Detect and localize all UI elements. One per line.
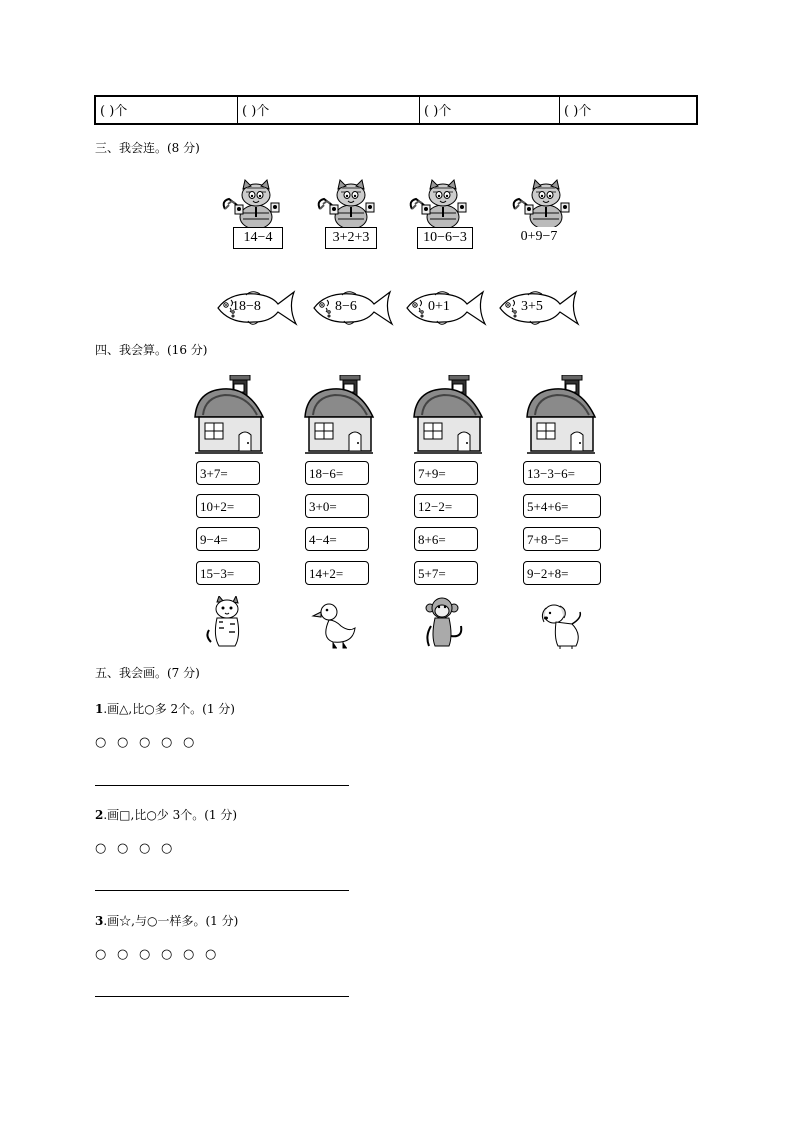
calc-box[interactable]: 3+7=	[196, 461, 260, 485]
cat-expression[interactable]: 3+2+3	[325, 227, 377, 249]
calc-box[interactable]: 15−3=	[196, 561, 260, 585]
circle-row	[95, 947, 227, 962]
cat-icon	[221, 179, 291, 231]
circle-icon: ○	[183, 735, 195, 750]
answer-line[interactable]	[95, 890, 349, 891]
calc-box[interactable]: 18−6=	[305, 461, 369, 485]
house-icon	[525, 375, 597, 455]
calc-box[interactable]: 14+2=	[305, 561, 369, 585]
circle-icon: ○	[117, 841, 129, 856]
circle-icon: ○	[95, 947, 107, 962]
calc-box[interactable]: 9−4=	[196, 527, 260, 551]
circle-icon: ○	[161, 841, 173, 856]
circle-icon: ○	[139, 841, 151, 856]
circle-icon: ○	[117, 947, 129, 962]
answer-row-table	[94, 95, 698, 125]
circle-icon: ○	[95, 735, 107, 750]
calc-box[interactable]: 13−3−6=	[523, 461, 601, 485]
question-text: .画△,比○多 2个。(1 分)	[103, 702, 235, 716]
calc-box[interactable]: 7+9=	[414, 461, 478, 485]
dog-icon	[538, 600, 586, 652]
circle-icon: ○	[139, 735, 151, 750]
answer-cell[interactable]: ( )个	[96, 97, 238, 123]
duck-icon	[311, 598, 359, 650]
calc-box[interactable]: 12−2=	[414, 494, 478, 518]
calc-box[interactable]: 8+6=	[414, 527, 478, 551]
cat-icon	[316, 179, 386, 231]
cat-expression[interactable]: 10−6−3	[417, 227, 473, 249]
circle-icon: ○	[139, 947, 151, 962]
circle-icon: ○	[117, 735, 129, 750]
question-number: 1	[95, 702, 104, 716]
question-1	[95, 700, 235, 717]
circle-icon: ○	[183, 947, 195, 962]
cat-expression[interactable]: 14−4	[233, 227, 283, 249]
circle-icon: ○	[205, 947, 217, 962]
fish-expression[interactable]: 3+5	[521, 299, 543, 314]
fish-expression[interactable]: 8−6	[335, 299, 357, 314]
cat-icon	[511, 179, 581, 231]
answer-line[interactable]	[95, 785, 349, 786]
question-2	[95, 806, 237, 823]
house-icon	[193, 375, 265, 455]
calc-box[interactable]: 5+7=	[414, 561, 478, 585]
calc-box[interactable]: 10+2=	[196, 494, 260, 518]
answer-cell[interactable]: ( )个	[420, 97, 560, 123]
answer-cell[interactable]: ( )个	[564, 104, 592, 119]
circle-row	[95, 735, 205, 750]
circle-row	[95, 841, 183, 856]
fish-expression[interactable]: 0+1	[428, 299, 450, 314]
calc-box[interactable]: 5+4+6=	[523, 494, 601, 518]
monkey-icon	[421, 596, 469, 648]
cat-icon	[203, 596, 251, 648]
answer-cell[interactable]: ( )个	[238, 97, 420, 123]
circle-icon: ○	[95, 841, 107, 856]
question-text: .画☆,与○一样多。(1 分)	[103, 914, 239, 928]
question-3	[95, 912, 238, 929]
circle-icon: ○	[161, 947, 173, 962]
answer-line[interactable]	[95, 996, 349, 997]
calc-box[interactable]: 7+8−5=	[523, 527, 601, 551]
section3-title: 三、我会连。(8 分)	[95, 141, 200, 155]
fish-expression[interactable]: 18−8	[232, 299, 261, 314]
house-icon	[412, 375, 484, 455]
house-icon	[303, 375, 375, 455]
calc-box[interactable]: 4−4=	[305, 527, 369, 551]
cat-expression[interactable]: 0+9−7	[514, 227, 564, 247]
question-number: 2	[95, 808, 104, 822]
circle-icon: ○	[161, 735, 173, 750]
question-number: 3	[95, 914, 104, 928]
question-text: .画□,比○少 3个。(1 分)	[103, 808, 238, 822]
calc-box[interactable]: 3+0=	[305, 494, 369, 518]
section4-title: 四、我会算。(16 分)	[95, 343, 208, 357]
section5-title: 五、我会画。(7 分)	[95, 666, 200, 680]
calc-box[interactable]: 9−2+8=	[523, 561, 601, 585]
cat-icon	[408, 179, 478, 231]
